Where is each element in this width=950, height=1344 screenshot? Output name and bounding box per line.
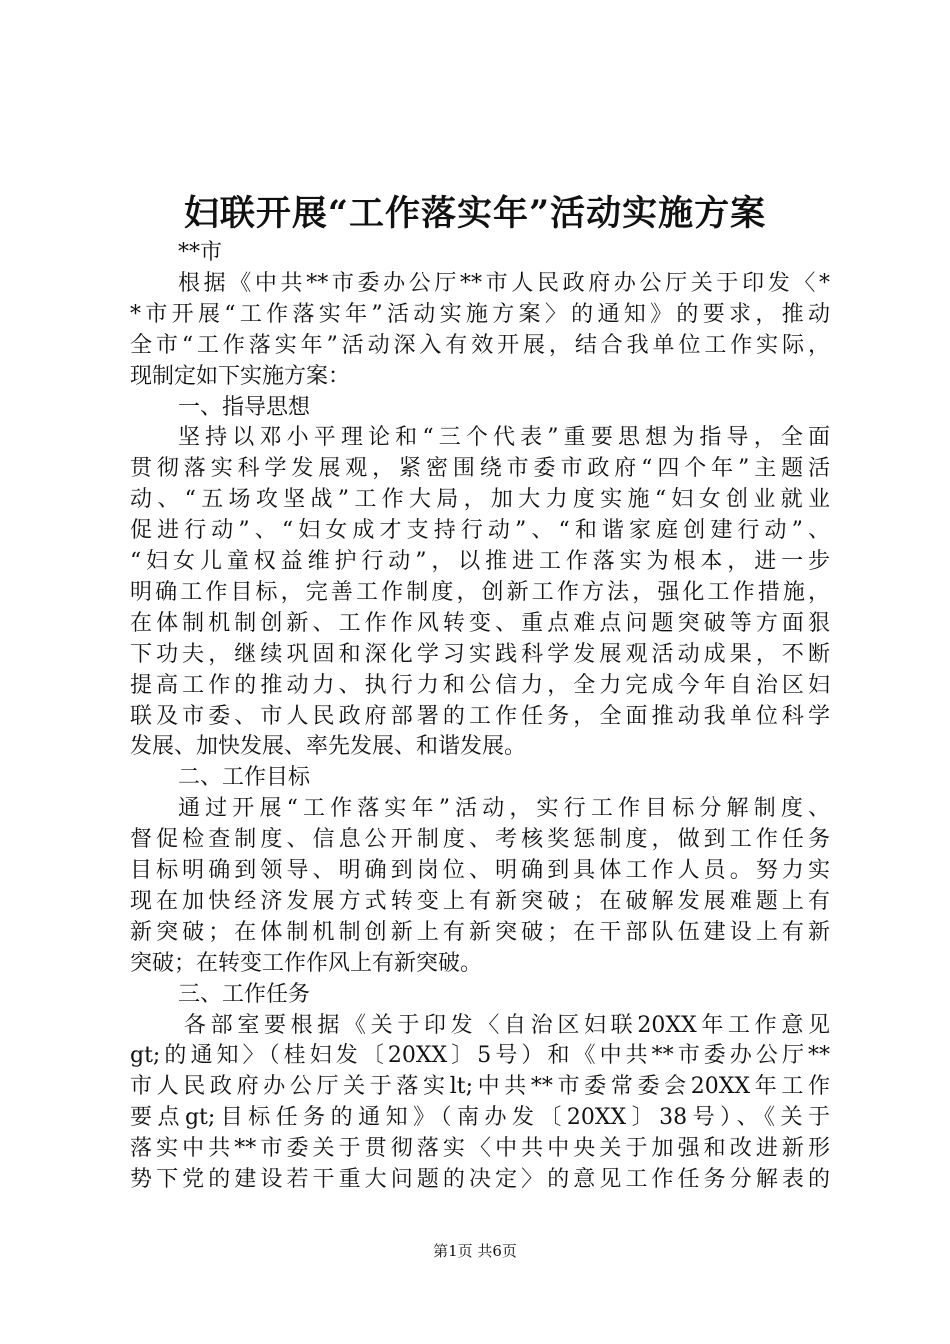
body-text-line: 联及市委、市人民政府部署的工作任务，全面推动我单位科学 (130, 704, 830, 729)
body-text-line: 市人民政府办公厅关于落实lt;中共**市委常委会20XX年工作 (130, 1074, 830, 1099)
body-text-line: 明确工作目标，完善工作制度，创新工作方法，强化工作措施， (130, 580, 830, 605)
body-text-line: 发展、加快发展、率先发展、和谐发展。 (130, 734, 527, 759)
body-text-line: 促进行动”、“妇女成才支持行动”、“和谐家庭创建行动”、 (130, 518, 830, 543)
body-text-line: 各部室要根据《关于印发〈自治区妇联20XX年工作意见 (184, 1013, 830, 1038)
body-text-line: 坚持以邓小平理论和“三个代表”重要思想为指导，全面 (178, 425, 830, 450)
body-text-line: 现在加快经济发展方式转变上有新突破；在破解发展难题上有 (130, 889, 830, 914)
body-text-line: 提高工作的推动力、执行力和公信力，全力完成今年自治区妇 (130, 673, 830, 698)
body-text-line: 势下党的建设若干重大问题的决定〉的意见工作任务分解表的 (130, 1167, 830, 1192)
body-text-line: *市开展“工作落实年”活动实施方案〉的通知》的要求，推动 (130, 302, 830, 327)
body-text-line: 督促检查制度、信息公开制度、考核奖惩制度，做到工作任务 (130, 827, 830, 852)
body-text-line: 要点gt;目标任务的通知》（南办发〔20XX〕38号）、《关于 (130, 1105, 830, 1130)
body-text-line: 目标明确到领导、明确到岗位、明确到具体工作人员。努力实 (130, 858, 830, 883)
body-text-line: 通过开展“工作落实年”活动，实行工作目标分解制度、 (178, 796, 830, 821)
page-footer: 第1页 共6页 (433, 1242, 517, 1260)
body-text-line: 一、指导思想 (178, 395, 311, 420)
body-text-line: 根据《中共**市委办公厅**市人民政府办公厅关于印发〈* (178, 271, 830, 296)
body-text-line: “妇女儿童权益维护行动”，以推进工作落实为根本，进一步 (130, 549, 830, 574)
body-text-line: 贯彻落实科学发展观，紧密围绕市委市政府“四个年”主题活 (130, 456, 830, 481)
body-text-line: 突破；在转变工作作风上有新突破。 (130, 951, 483, 976)
document-title: 妇联开展“工作落实年”活动实施方案 (183, 193, 767, 234)
body-text-line: 现制定如下实施方案： (130, 364, 351, 389)
body-text-line: 二、工作目标 (178, 765, 311, 790)
body-text-line: gt;的通知〉（桂妇发〔20XX〕5号）和《中共**市委办公厅** (130, 1043, 830, 1068)
body-text-line: 在体制机制创新、工作作风转变、重点难点问题突破等方面狠 (130, 611, 830, 636)
body-text-line: 三、工作任务 (178, 982, 311, 1007)
body-text-line: 动、“五场攻坚战”工作大局，加大力度实施“妇女创业就业 (130, 487, 830, 512)
body-text-line: 下功夫，继续巩固和深化学习实践科学发展观活动成果，不断 (130, 642, 830, 667)
body-text-line: **市 (178, 240, 223, 265)
body-text-line: 新突破；在体制机制创新上有新突破；在干部队伍建设上有新 (130, 920, 830, 945)
body-text-line: 落实中共**市委关于贯彻落实〈中共中央关于加强和改进新形 (130, 1136, 830, 1161)
body-text-line: 全市“工作落实年”活动深入有效开展，结合我单位工作实际， (130, 333, 830, 358)
